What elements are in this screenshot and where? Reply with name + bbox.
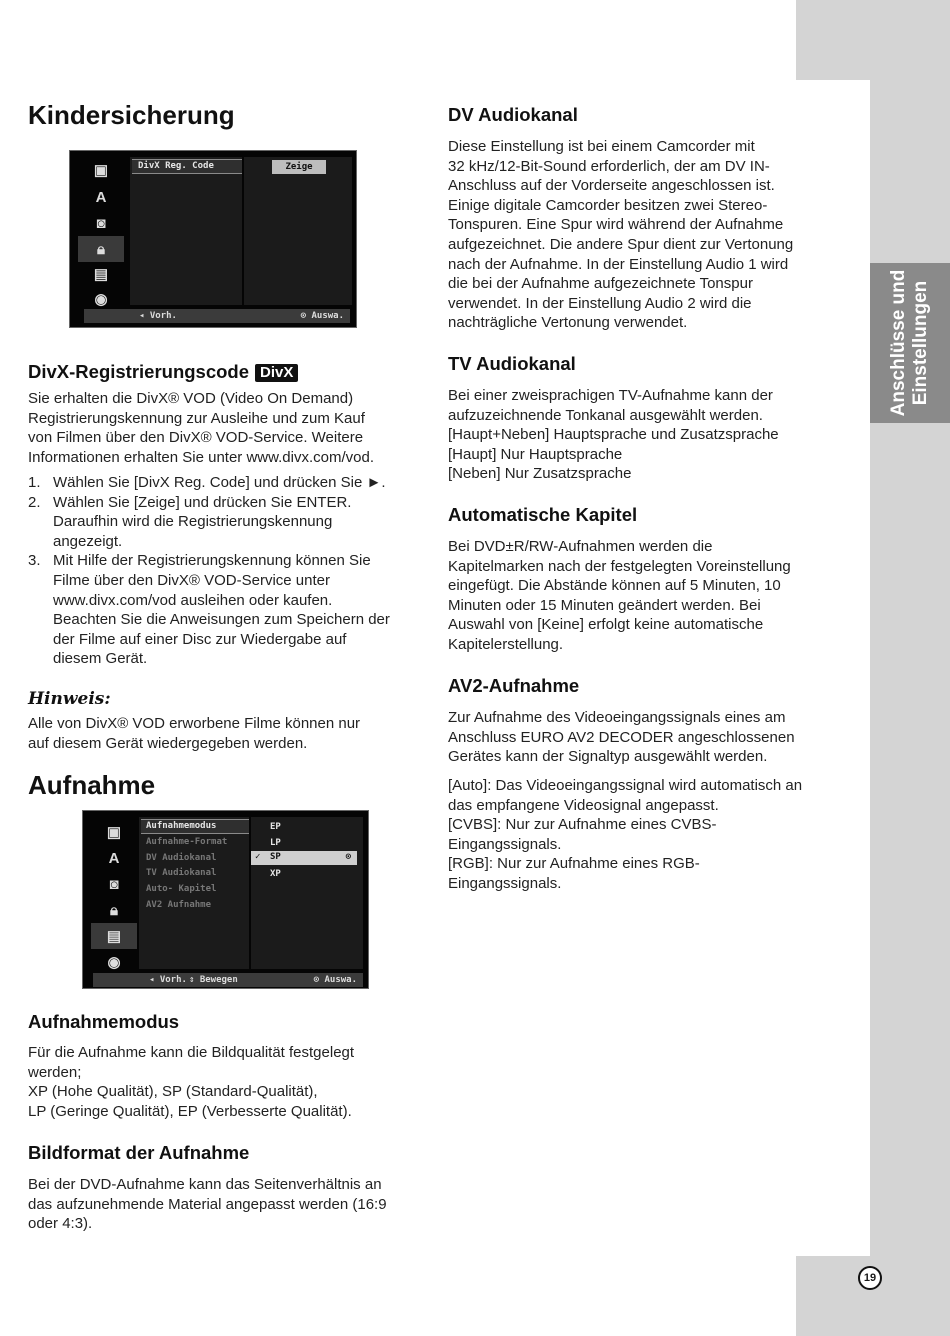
note-label: Hinweis:: [28, 689, 111, 709]
text-line: werden;: [28, 1063, 82, 1081]
note-text: [28, 714, 360, 753]
osd-option-xp[interactable]: XP: [270, 869, 281, 879]
text-line: [Haupt+Neben] Hauptsprache und Zusatzsprache: [448, 426, 779, 444]
osd-item-aufnahme-format[interactable]: Aufnahme-Format: [146, 837, 228, 847]
osd-footer-back: ◂ Vorh.: [139, 311, 177, 321]
text-line: Zur Aufnahme des Videoeingangssignals eines am: [448, 709, 786, 726]
heading-kindersicherung: Kindersicherung: [28, 100, 235, 130]
dv-audiokanal-text: [448, 137, 793, 333]
text-line: aufzuzeichnende Tonkanal ausgewählt werden.: [448, 406, 763, 424]
step-number: 3.: [28, 552, 41, 570]
av2-intro: [448, 708, 795, 767]
text-line: [Neben] Nur Zusatzsprache: [448, 465, 632, 483]
heading-av2-aufnahme: AV2-Aufnahme: [448, 675, 580, 696]
step-line: Filme über den DivX® VOD-Service unter: [53, 571, 330, 589]
text-line: Anschluss auf der Vorderseite angeschlossen ist.: [448, 177, 775, 195]
osd-item-tv-audiokanal[interactable]: TV Audiokanal: [146, 868, 217, 878]
step-number: 1.: [28, 474, 41, 491]
section-tab-label: [870, 263, 950, 423]
step-line: diesem Gerät.: [53, 650, 148, 668]
check-icon: ✓: [255, 852, 261, 862]
note-line: auf diesem Gerät wiedergegeben werden.: [28, 734, 308, 752]
osd-footer-select: ⊙ Auswa.: [300, 311, 344, 321]
heading-aufnahmemodus: Aufnahmemodus: [28, 1011, 180, 1032]
text-line: [Haupt] Nur Hauptsprache: [448, 445, 623, 463]
step-line: www.divx.com/vod ausleihen oder kaufen.: [53, 591, 333, 609]
text-line: das empfangene Videosignal angepasst.: [448, 796, 719, 814]
step-item: [28, 493, 390, 552]
recording-icon: ▤: [91, 923, 137, 949]
text-line: Eingangssignals.: [448, 835, 562, 853]
av2-options: [448, 776, 802, 894]
osd-item-aufnahmemodus[interactable]: Aufnahmemodus: [146, 821, 217, 831]
osd-item-auto-kapitel[interactable]: Auto- Kapitel: [146, 884, 217, 894]
divx-steps: [28, 473, 390, 669]
osd-option-sp: SP: [270, 852, 281, 862]
section-tab-line2: Einstellungen: [910, 280, 931, 406]
osd-item-dv-audiokanal[interactable]: DV Audiokanal: [146, 853, 217, 863]
text-line: XP (Hohe Qualität), SP (Standard-Qualität),: [28, 1083, 318, 1101]
language-icon: A: [95, 188, 107, 206]
text-line: nachträgliche Vertonung verwendet.: [448, 314, 688, 332]
osd-footer-move: ⇕ Bewegen: [189, 975, 238, 985]
text-line: LP (Geringe Qualität), EP (Verbesserte Qualität).: [28, 1102, 352, 1120]
text-line: das aufzunehmende Material angepasst werden (16:9: [28, 1195, 387, 1213]
text-line: die bei der Aufnahme aufgezeichnete Tonspur: [448, 275, 753, 293]
divx-intro-line: Sie erhalten die DivX® VOD (Video On Demand): [28, 390, 354, 407]
divx-intro: [28, 389, 374, 467]
osd-option-panel: [251, 817, 363, 969]
enter-icon: ⊙: [345, 852, 351, 862]
divx-intro-line: von Filmen über den DivX® VOD-Service. Weitere: [28, 429, 364, 447]
step-number: 2.: [28, 493, 41, 511]
step-line: Mit Hilfe der Registrierungskennung können Sie: [53, 552, 371, 570]
section-tab-line1: Anschlüsse und: [888, 269, 909, 417]
side-margin-inner: [796, 80, 870, 1256]
lock-icon: 🔒︎: [110, 901, 118, 919]
text-line: Kapitelerstellung.: [448, 635, 564, 653]
osd-menu-recording: [82, 810, 369, 989]
osd-footer: [93, 973, 363, 987]
language-icon: A: [108, 849, 120, 867]
osd-footer: [84, 309, 350, 323]
osd-option-ep[interactable]: EP: [270, 822, 281, 832]
disc-icon: ◉: [94, 291, 108, 308]
text-line: Für die Aufnahme kann die Bildqualität festgelegt: [28, 1044, 355, 1061]
heading-tv-audiokanal: TV Audiokanal: [448, 353, 576, 374]
divx-intro-line: Informationen erhalten Sie unter www.divx.com/vod.: [28, 448, 375, 466]
text-line: oder 4:3).: [28, 1215, 93, 1233]
audio-icon: ◙: [96, 214, 106, 232]
text-line: Anschluss EURO AV2 DECODER angeschlossenen: [448, 728, 795, 746]
note-line: Alle von DivX® VOD erworbene Filme können nur: [28, 715, 361, 732]
step-line: Wählen Sie [Zeige] und drücken Sie ENTER.: [53, 493, 352, 511]
text-line: Einige digitale Camcorder besitzen zwei Stereo-: [448, 196, 768, 214]
heading-aufnahme: Aufnahme: [28, 770, 156, 800]
divx-logo: DivX: [255, 364, 298, 382]
text-line: Bei DVD±R/RW-Aufnahmen werden die: [448, 538, 713, 555]
text-line: Diese Einstellung ist bei einem Camcorder mit: [448, 138, 755, 155]
text-line: Bei einer zweisprachigen TV-Aufnahme kann der: [448, 387, 773, 404]
text-line: Bei der DVD-Aufnahme kann das Seitenverhältnis an: [28, 1176, 382, 1193]
recording-icon: ▤: [93, 266, 109, 283]
osd-option-panel: [244, 157, 352, 305]
osd-footer-select: ⊙ Auswa.: [313, 975, 357, 985]
step-item: [28, 473, 390, 493]
aufnahmemodus-text: [28, 1043, 354, 1121]
text-line: Tonspuren. Eine Spur wird während der Aufnahme: [448, 216, 784, 234]
step-line: Beachten Sie die Anweisungen zum Speichern der: [53, 611, 390, 629]
text-line: Eingangssignals.: [448, 874, 562, 892]
text-line: [CVBS]: Nur zur Aufnahme eines CVBS-: [448, 816, 717, 834]
step-line: angezeigt.: [53, 532, 123, 550]
step-item: [28, 551, 390, 669]
step-line: der Filme auf einer Disc zur Wiedergabe auf: [53, 630, 347, 648]
heading-divx-text: DivX-Registrierungscode: [28, 361, 250, 382]
page-number: 19: [858, 1266, 882, 1290]
text-line: Minuten oder 15 Minuten geändert werden. Bei: [448, 596, 761, 614]
disc-icon: ◉: [107, 954, 121, 971]
text-line: 32 kHz/12-Bit-Sound erforderlich, der am DV IN-: [448, 157, 770, 175]
osd-item-panel: [130, 157, 242, 305]
osd-item-divx-reg-code[interactable]: DivX Reg. Code: [138, 161, 214, 171]
divx-intro-line: Registrierungskennung zur Ausleihe und zum Kauf: [28, 409, 365, 427]
section-tab: [870, 263, 950, 423]
tv-audiokanal-text: [448, 386, 779, 484]
text-line: nach der Aufnahme. In der Einstellung Audio 1 wird: [448, 255, 789, 273]
picture-icon: ▣: [93, 162, 109, 179]
text-line: aufgezeichnet. Die andere Spur dient zur Vertonung: [448, 235, 794, 253]
osd-menu-divx: [69, 150, 357, 328]
text-line: [RGB]: Nur zur Aufnahme eines RGB-: [448, 855, 700, 873]
audio-icon: ◙: [109, 875, 119, 893]
text-line: Auswahl von [Keine] erfolgt keine automatische: [448, 616, 764, 634]
osd-item-av2-aufnahme[interactable]: AV2 Aufnahme: [146, 900, 212, 910]
text-line: Gerätes kann der Signaltyp ausgewählt werden.: [448, 748, 768, 766]
lock-icon: 🔒︎: [78, 236, 124, 262]
text-line: verwendet. In der Einstellung Audio 2 wird die: [448, 294, 752, 312]
heading-automatische-kapitel: Automatische Kapitel: [448, 504, 638, 525]
zeige-button[interactable]: Zeige: [272, 160, 326, 174]
text-line: Kapitelmarken nach der festgelegten Voreinstellung: [448, 557, 791, 575]
kapitel-text: [448, 537, 791, 655]
heading-bildformat: Bildformat der Aufnahme: [28, 1142, 250, 1163]
osd-footer-back: ◂ Vorh.: [149, 975, 187, 985]
osd-option-sp-selected[interactable]: [251, 851, 357, 865]
text-line: [Auto]: Das Videoeingangssignal wird automatisch an: [448, 777, 803, 794]
text-line: eingefügt. Die Abstände können auf 5 Minuten, 10: [448, 577, 781, 595]
picture-icon: ▣: [106, 824, 122, 841]
step-line: Daraufhin wird die Registrierungskennung: [53, 513, 333, 531]
heading-divx: [28, 361, 298, 383]
heading-dv-audiokanal: DV Audiokanal: [448, 104, 578, 125]
osd-option-lp[interactable]: LP: [270, 838, 281, 848]
bildformat-text: [28, 1175, 387, 1234]
step-line: Wählen Sie [DivX Reg. Code] und drücken Sie ►.: [53, 474, 386, 491]
